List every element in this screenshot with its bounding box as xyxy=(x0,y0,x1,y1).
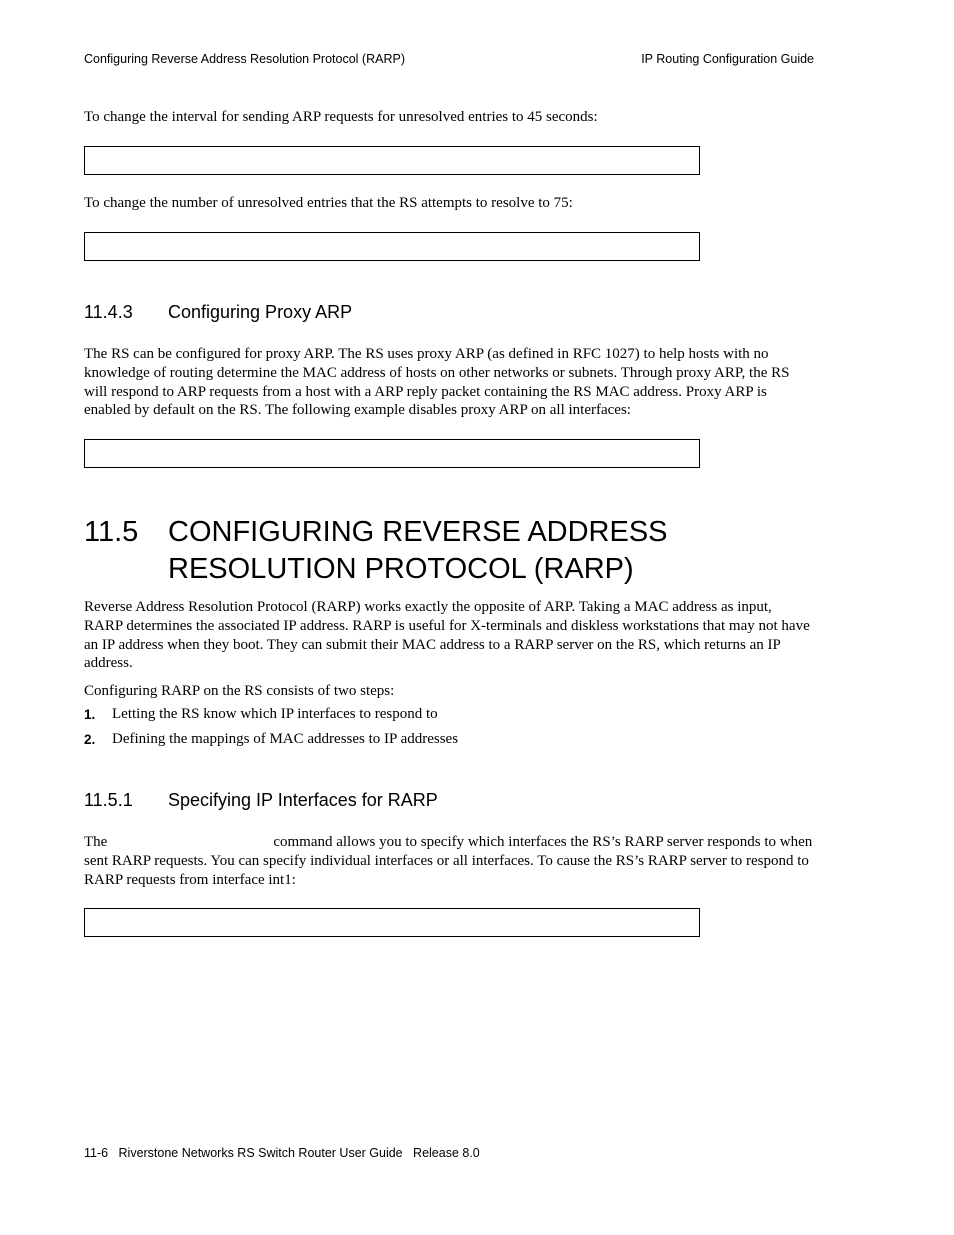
rarp-steps-intro: Configuring RARP on the RS consists of two steps: xyxy=(84,683,395,699)
paragraph-text-start: The xyxy=(84,834,108,850)
arp-interval-paragraph: To change the interval for sending ARP requests for unresolved entries to 45 seconds: xyxy=(84,109,598,125)
command-box-arp-unresolved xyxy=(84,232,700,261)
section-number: 11.4.3 xyxy=(84,302,133,322)
page-footer: 11-6 Riverstone Networks RS Switch Router User Guide Release 8.0 xyxy=(84,1146,480,1160)
proxy-arp-paragraph: The RS can be configured for proxy ARP. The RS uses proxy ARP (as defined in RFC 1027) to help hosts with no knowledge of routing determine the MAC address of hosts on other networks or subnets. Through proxy ARP, the RS will respond to ARP requests from a host with a ARP reply packet containing the RS MAC address. Proxy ARP is enabled by default on the RS. The following example disables proxy ARP on all interfaces: xyxy=(84,346,790,419)
section-title: CONFIGURING REVERSE ADDRESS RESOLUTION PROTOCOL (RARP) xyxy=(168,516,668,585)
header-chapter-title: Configuring Reverse Address Resolution Protocol (RARP) xyxy=(84,52,405,66)
paragraph-text-rest: command allows you to specify which interfaces the RS’s RARP server responds to when sent RARP requests. You can specify individual interfaces or all interfaces. To cause the RS’s RARP server to respond to RARP requests from interface int1: xyxy=(84,834,813,888)
list-item-number: 2. xyxy=(84,732,96,747)
list-item-number: 1. xyxy=(84,707,96,722)
command-box-rarp-interface xyxy=(84,908,700,937)
section-title: Specifying IP Interfaces for RARP xyxy=(168,790,438,810)
rarp-interface-paragraph xyxy=(84,833,814,889)
rarp-intro-paragraph: Reverse Address Resolution Protocol (RARP) works exactly the opposite of ARP. Taking a MAC address as input, RARP determines the associated IP address. RARP is useful for X-terminals and diskless workstations that may not have an IP address when they boot. They can submit their MAC address to a RARP server on the RS, which returns an IP address. xyxy=(84,599,810,672)
command-box-proxy-arp xyxy=(84,439,700,468)
header-guide-title: IP Routing Configuration Guide xyxy=(641,52,814,66)
arp-unresolved-paragraph: To change the number of unresolved entries that the RS attempts to resolve to 75: xyxy=(84,195,573,211)
section-number: 11.5.1 xyxy=(84,790,133,810)
section-number: 11.5 xyxy=(84,516,139,548)
list-item-text: Letting the RS know which IP interfaces to respond to xyxy=(112,706,438,722)
section-title: Configuring Proxy ARP xyxy=(168,302,353,322)
command-box-arp-interval xyxy=(84,146,700,175)
list-item-text: Defining the mappings of MAC addresses to IP addresses xyxy=(112,731,459,747)
